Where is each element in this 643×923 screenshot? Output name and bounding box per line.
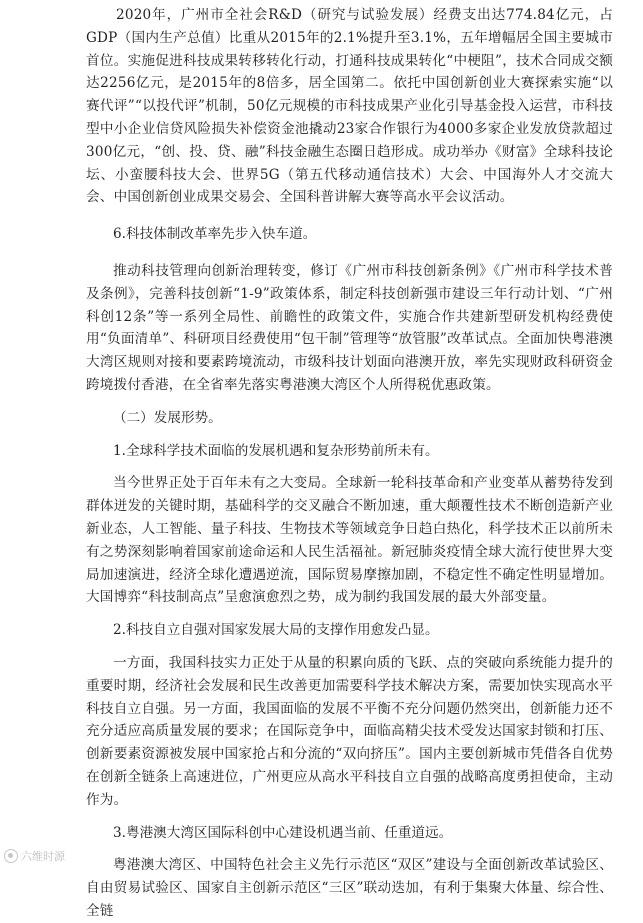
paragraph-self-reliance: 一方面，我国科技实力正处于从量的积累向质的飞跃、点的突破向系统能力提升的重要时期，经济社会发展和民生改善更加需要科学技术解决方案，需要加快实现高水平科技自立自强。另一方面，我国面临的发展不平衡不充分问题仍然突出，创新能力还不充分适应高质量发展的要求；在国际竞争中，面临高精尖技术受发达国家封锁和打压、创新要素资源被发展中国家抢占和分流的“双向挤压”。国内主要创新城市凭借各自优势在创新全链条上高速进位，广州更应从高水平科技自立自强的战略高度勇担使命，主动作为。 [86,654,613,808]
paragraph-global-situation: 当今世界正处于百年未有之大变局。全球新一轮科技革命和产业变革从蓄势待发到群体迸发的关键时期，基础科学的交叉融合不断加速，重大颠覆性技术不断创造新产业新业态，人工智能、量子科技、生物技术等领域竞争日趋白热化，科学技术正以前所未有之势深刻影响着国家前途命运和人民生活福祉。新冠肺炎疫情全球大流行使世界大变局加速演进，经济全球化遭遇逆流，国际贸易摩擦加剧，不稳定性不确定性明显增加。大国博弈“科技制高点”呈愈演愈烈之势，成为制约我国发展的最大外部变量。 [86,475,613,606]
paragraph-reform: 推动科技管理向创新治理转变，修订《广州市科技创新条例》《广州市科学技术普及条例》，完善科技创新“1-9”政策体系，制定科技创新强市建设三年行动计划、“广州科创12条”等一系列全局性、前瞻性的政策文件，实施合作共建新型研发机构经费使用“负面清单”、科研项目经费使用“包干制”管理等“放管服”改革试点。全面加快粤港澳大湾区规则对接和要素跨境流动，市级科技计划面向港澳开放，率先实现财政科研资金跨境拨付香港，在全省率先落实粤港澳大湾区个人所得税优惠政策。 [86,262,613,393]
heading-greater-bay-area: 3.粤港澳大湾区国际科创中心建设机遇当前、任重道远。 [113,824,453,841]
heading-self-reliance: 2.科技自立自强对国家发展大局的支撑作用愈发凸显。 [113,622,439,639]
paragraph-greater-bay-area: 粤港澳大湾区、中国特色社会主义先行示范区“双区”建设与全面创新改革试验区、自由贸易试验区、国家自主创新示范区“三区”联动迭加，有利于集聚大体量、综合性、全链 [86,857,613,919]
watermark [4,848,65,864]
heading-global-opportunity: 1.全球科学技术面临的发展机遇和复杂形势前所未有。 [113,442,439,459]
paragraph-funding: 2020年，广州市全社会R&D（研究与试验发展）经费支出达774.84亿元，占GDP（国内生产总值）比重从2015年的2.1%提升至3.1%，五年增幅居全国主要城市首位。实施促进科技成果转移转化行动，打通科技成果转化“中梗阻”，技术合同成交额达2256亿元，是2015年的8倍多，居全国第二。依托中国创新创业大赛探索实施“以赛代评”“以投代评”机制，50亿元规模的市科技成果产业化引导基金投入运营，市科技型中小企业信贷风险损失补偿资金池撬动23家合作银行为4000多家企业发放贷款超过300亿元，“创、投、贷、融”科技金融生态圈日趋形成。成功举办《财富》全球科技论坛、小蛮腰科技大会、世界5G（第五代移动通信技术）大会、中国海外人才交流大会、中国创新创业成果交易会、全国科普讲解大赛等高水平会议活动。 [86,7,613,206]
section-heading-situation: （二）发展形势。 [113,409,222,426]
heading-reform: 6.科技体制改革率先步入快车道。 [113,226,317,243]
watermark-text: 六维时源 [21,850,65,863]
watermark-logo-icon [4,849,18,863]
